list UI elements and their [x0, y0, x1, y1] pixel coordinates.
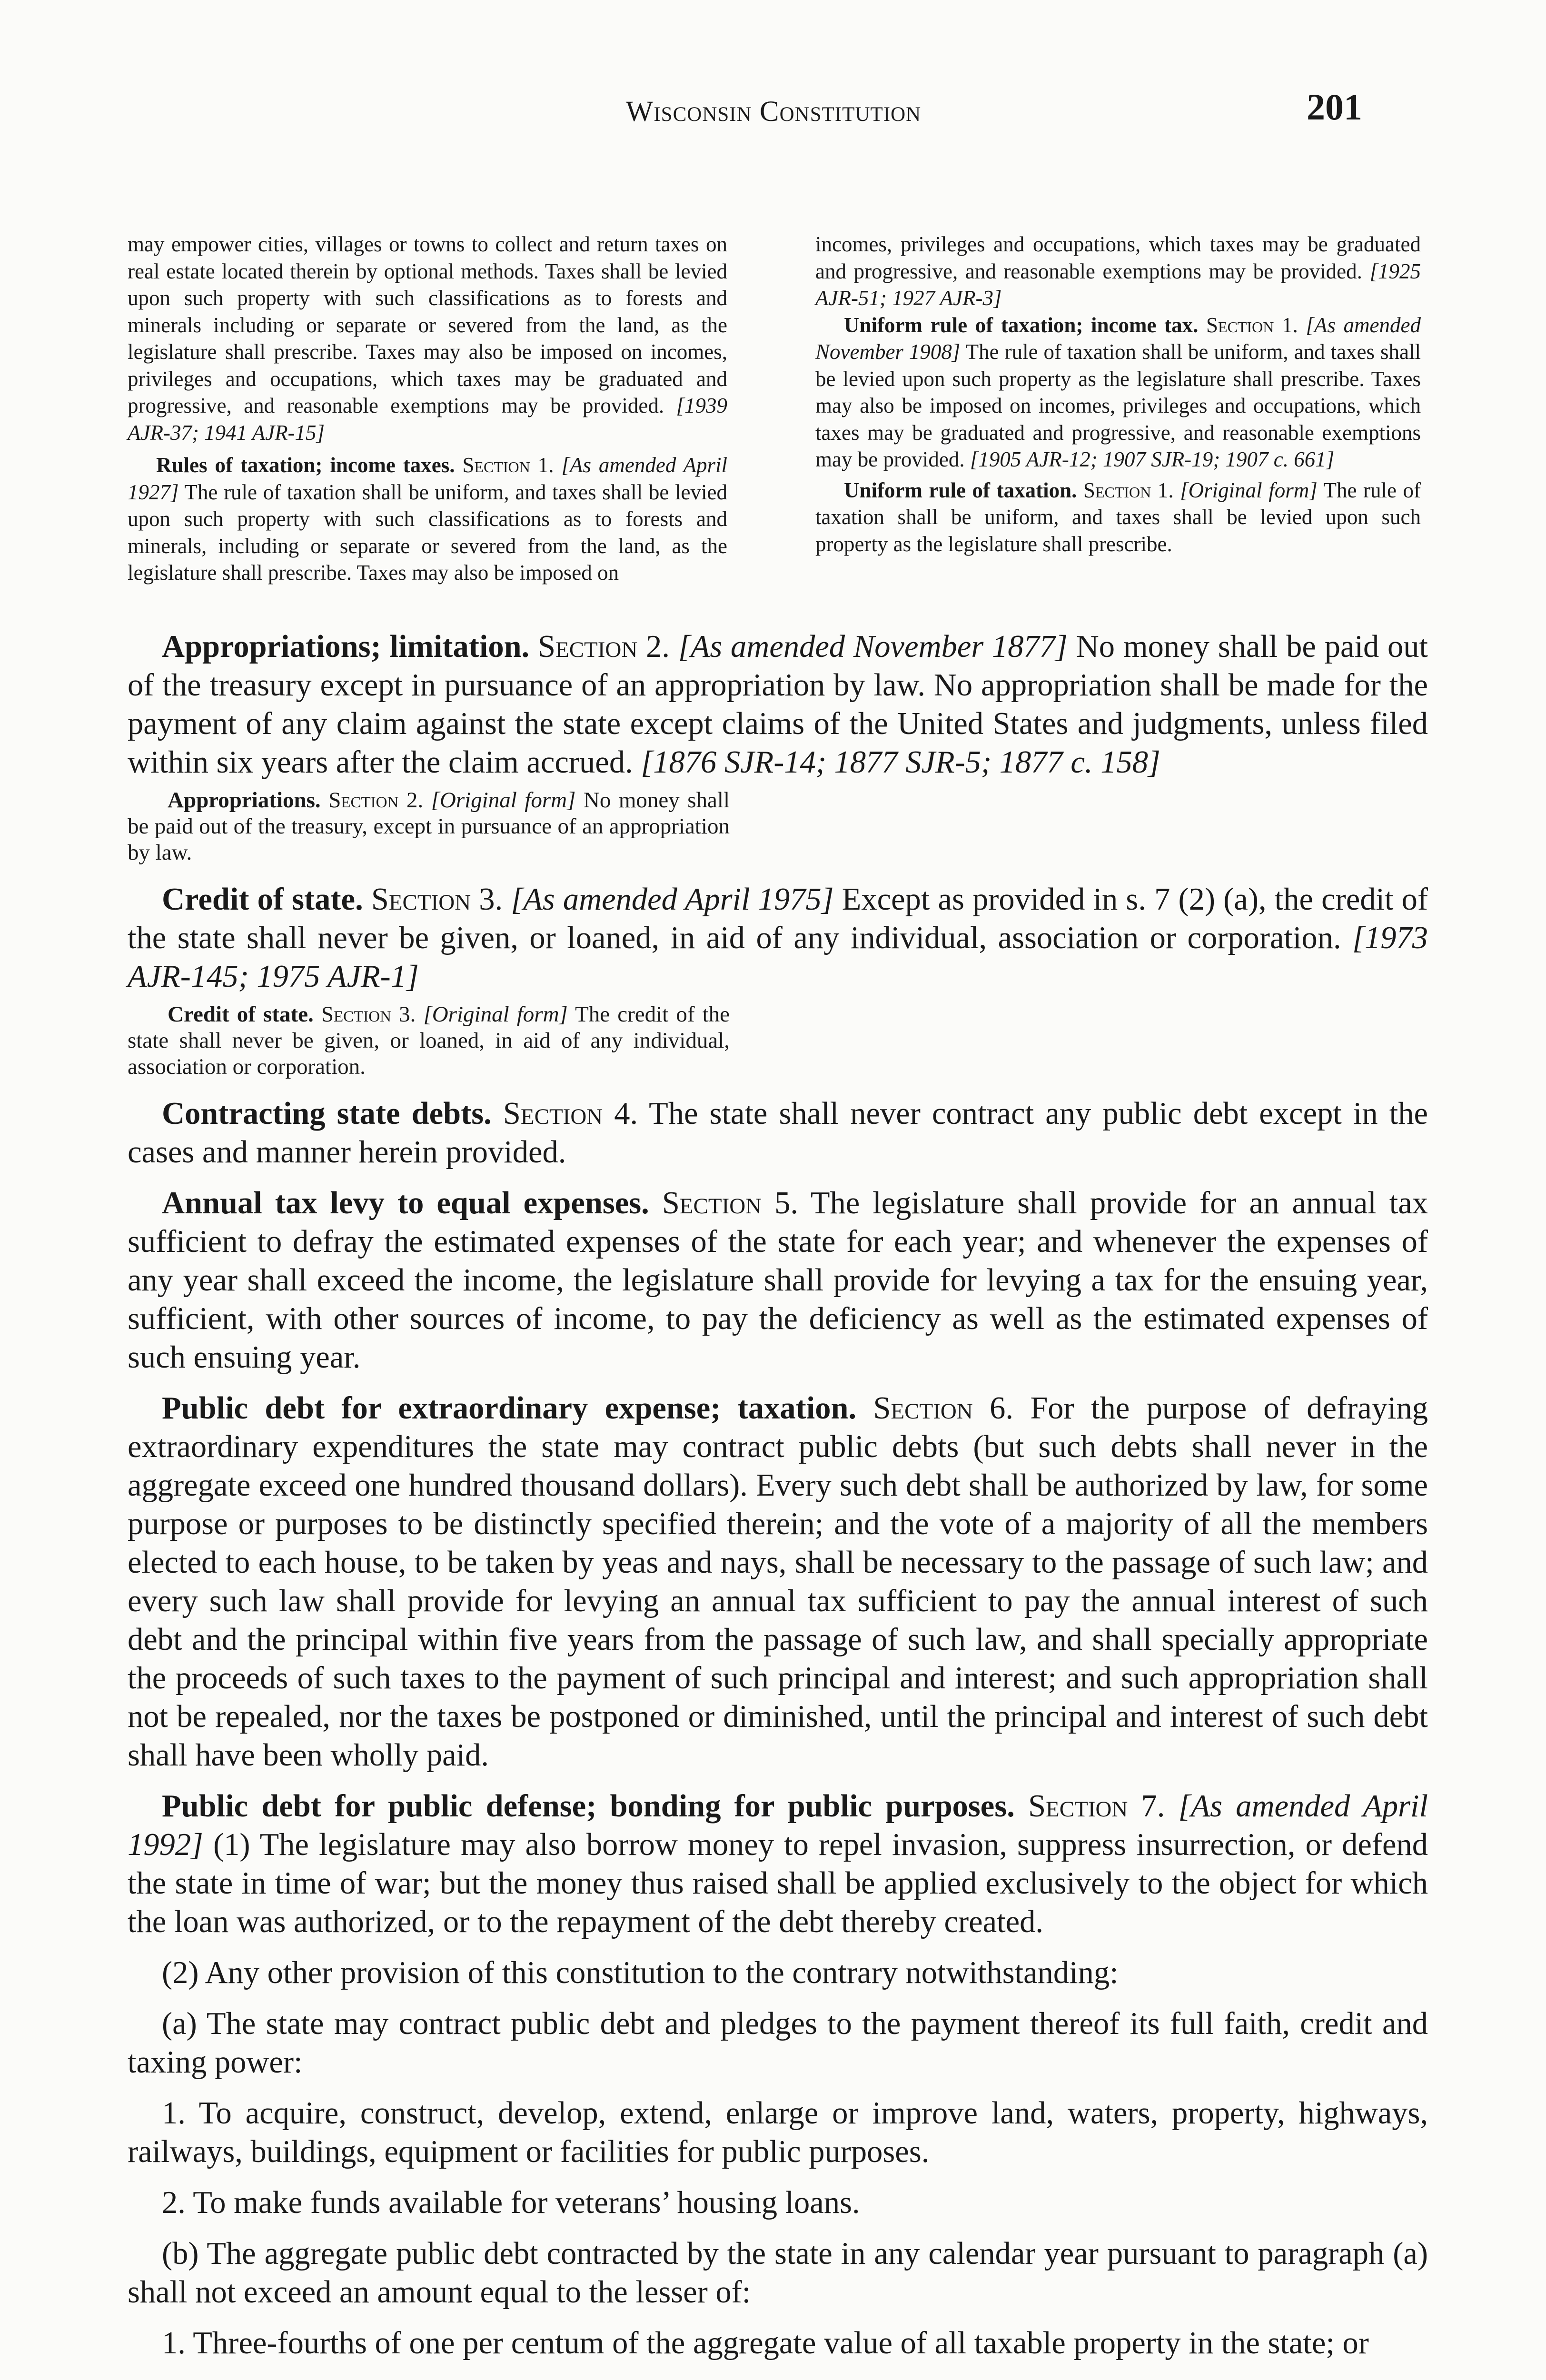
page-number: 201 — [1307, 86, 1362, 128]
section-7-paragraph-a-1: 1. To acquire, construct, develop, extend, enlarge or improve land, waters, property, highways, railways, buildings, equipment or facilities for public purposes. — [128, 2096, 1428, 2169]
right-heading-1: Uniform rule of taxation; income tax. — [844, 313, 1199, 337]
section-2: Appropriations; limitation. Section 2. [As amended November 1877] No money shall be paid out of the treasury except in pursuance of an appropriation by law. No appropriation shall be made for the payment of any claim against the state except claims of the United States and judgments, unless filed within six years after the claim accrued. [1876 SJR-14; 1877 SJR-5; 1877 c. 158] — [128, 629, 1428, 780]
section-7-paragraph-a: (a) The state may contract public debt and pledges to the payment thereof its full faith, credit and taxing power: — [128, 2006, 1428, 2080]
left-column — [128, 231, 727, 586]
section-6-heading: Public debt for extraordinary expense; taxation. — [162, 1391, 857, 1426]
left-heading: Rules of taxation; income taxes. — [156, 453, 455, 477]
section-7-heading: Public debt for public defense; bonding for public purposes. — [162, 1789, 1015, 1824]
section-5: Annual tax levy to equal expenses. Section 5. The legislature shall provide for an annual tax sufficient to defray the estimated expenses of the state for each year; and whenever the expenses of any year shall exceed the income, the legislature shall provide for levying a tax for the ensuing year, sufficient, with other sources of income, to pay the deficiency as well as the estimated expenses of such ensuing year. — [128, 1186, 1428, 1375]
left-paragraph-2: Rules of taxation; income taxes. Section 1. [As amended April 1927] The rule of taxation shall be uniform, and taxes shall be levied upon such property with such classifications as to forests and minerals, including or separate or severed from the land, as the legislature shall prescribe. Taxes may also be imposed on — [128, 453, 727, 585]
section-3: Credit of state. Section 3. [As amended April 1975] Except as provided in s. 7 (2) (a), the credit of the state shall never be given, or loaned, in aid of any individual, association or corporation. [1973 AJR-145; 1975 AJR-1] — [128, 882, 1428, 994]
right-column — [815, 231, 1421, 557]
section-7: Public debt for public defense; bonding for public purposes. Section 7. [As amended April 1992] (1) The legislature may also borrow money to repel invasion, suppress insurrection, or defend the state in time of war; but the money thus raised shall be applied exclusively to the object for which the loan was authorized, or to the repayment of the debt thereby created. — [128, 1789, 1428, 1939]
right-paragraph-2: Uniform rule of taxation; income tax. Section 1. [As amended November 1908] The rule of taxation shall be uniform, and taxes shall be levied upon such property as the legislature shall prescribe. Taxes may also be imposed on incomes, privileges and occupations, which taxes may be graduated and progressive, and reasonable exemptions may be provided. [1905 AJR-12; 1907 SJR-19; 1907 c. 661] — [815, 313, 1421, 471]
section-7-subsection-2: (2) Any other provision of this constitution to the contrary notwithstanding: — [162, 1955, 1119, 1990]
section-4-heading: Contracting state debts. — [162, 1096, 492, 1131]
left-paragraph-1: may empower cities, villages or towns to collect and return taxes on real estate located therein by optional methods. Taxes shall be levied upon such property with such classifications as to forests and minerals including or separate or severed from the land, as the legislature shall prescribe. Taxes may also be imposed on incomes, privileges and occupations, which taxes may be graduated and progressive, and reasonable exemptions may be provided. [1939 AJR-37; 1941 AJR-15] — [128, 232, 728, 445]
running-header-title: Wisconsin Constitution — [625, 96, 922, 128]
section-7-paragraph-a-2: 2. To make funds available for veterans’ housing loans. — [162, 2185, 860, 2220]
section-3-heading: Credit of state. — [162, 882, 363, 917]
section-5-heading: Annual tax levy to equal expenses. — [162, 1186, 649, 1220]
right-heading-2: Uniform rule of taxation. — [844, 478, 1077, 502]
section-7-paragraph-b-1: 1. Three-fourths of one per centum of the aggregate value of all taxable property in the state; or — [162, 2326, 1369, 2360]
main-text — [128, 627, 1428, 2375]
section-2-original: Appropriations. Section 2. [Original form] No money shall be paid out of the treasury, except in pursuance of an appropriation by law. — [128, 788, 730, 865]
section-2-heading: Appropriations; limitation. — [162, 629, 530, 664]
section-7-paragraph-b: (b) The aggregate public debt contracted by the state in any calendar year pursuant to paragraph (a) shall not exceed an amount equal to the lesser of: — [128, 2236, 1428, 2310]
right-paragraph-1: incomes, privileges and occupations, which taxes may be graduated and progressive, and reasonable exemptions may be provided. [1925 AJR-51; 1927 AJR-3] — [815, 232, 1421, 310]
section-3-original: Credit of state. Section 3. [Original form] The credit of the state shall never be given, or loaned, in aid of any individual, association or corporation. — [128, 1002, 730, 1079]
section-4: Contracting state debts. Section 4. The state shall never contract any public debt except in the cases and manner herein provided. — [128, 1096, 1428, 1170]
right-paragraph-3: Uniform rule of taxation. Section 1. [Original form] The rule of taxation shall be uniform, and taxes shall be levied upon such property as the legislature shall prescribe. — [815, 478, 1421, 556]
section-6: Public debt for extraordinary expense; taxation. Section 6. For the purpose of defraying extraordinary expenditures the state may contract public debts (but such debts shall never in the aggregate exceed one hundred thousand dollars). Every such debt shall be authorized by law, for some purpose or purposes to be distinctly specified therein; and the vote of a majority of all the members elected to each house, to be taken by yeas and nays, shall be necessary to the passage of such law; and every such law shall provide for levying an annual tax sufficient to pay the annual interest of such debt and the principal within five years from the passage of such law, and shall specially appropriate the proceeds of such taxes to the payment of such principal and interest; and such appropriation shall not be repealed, nor the taxes be postponed or diminished, until the principal and interest of such debt shall have been wholly paid. — [128, 1391, 1428, 1773]
